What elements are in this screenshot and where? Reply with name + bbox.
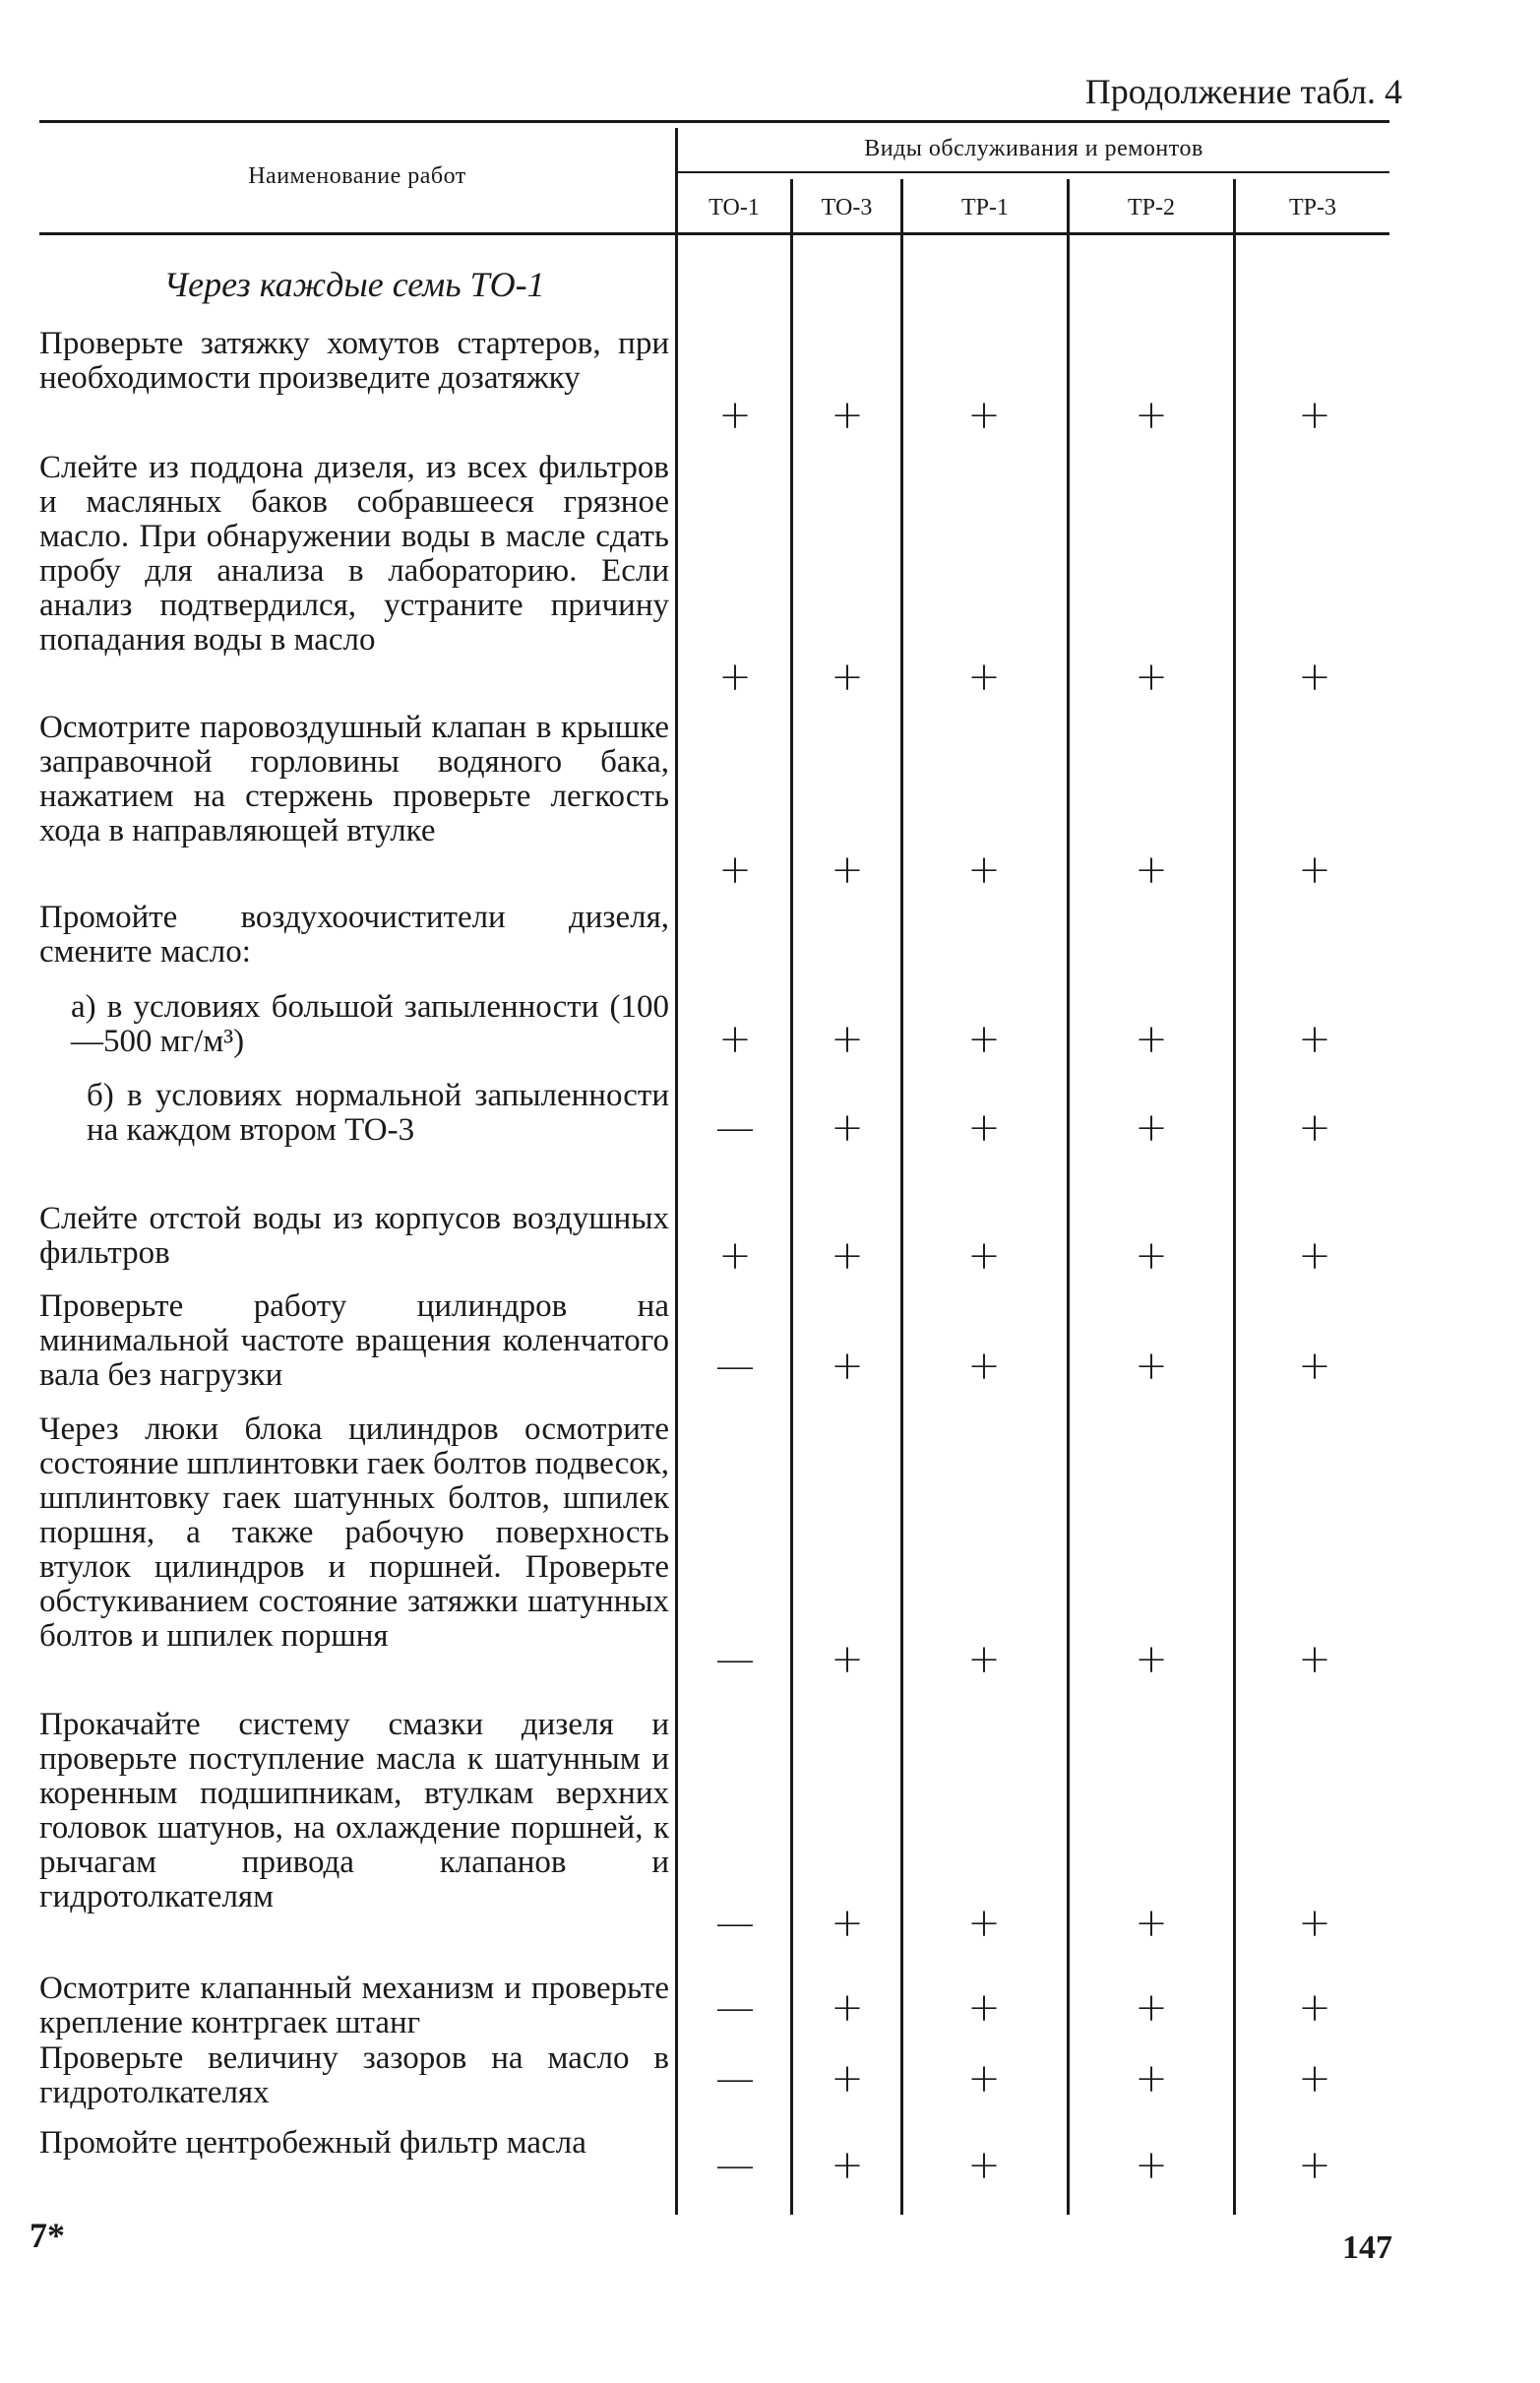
mark-cell: + (1135, 1637, 1168, 1682)
column-rule (900, 179, 903, 2215)
header-col-tr3: ТР-3 (1289, 195, 1336, 220)
mark-cell: + (1135, 1344, 1168, 1389)
header-col-to3: ТО-3 (821, 195, 873, 220)
section-title: Через каждые семь ТО-1 (163, 265, 545, 304)
work-row-text: б) в условиях нормальной запыленности на каждом втором ТО-3 (87, 1078, 669, 1148)
mark-cell: + (718, 1233, 752, 1279)
mark-cell: + (1135, 847, 1168, 893)
mark-cell: + (967, 2056, 1001, 2101)
mark-cell: + (967, 1985, 1001, 2031)
mark-cell: + (831, 1344, 864, 1389)
mark-cell: + (967, 1901, 1001, 1946)
mark-cell: + (967, 1233, 1001, 1279)
work-row-text: Через люки блока цилиндров осмотрите состояние шплинтовки гаек болтов подвесок, шплинтовку гаек шатунных болтов, шпилек поршня, а также рабочую поверхность втулок цилиндров и поршней. Проверьте обстукиванием состояние затяжки шатунных болтов и шпилек поршня (39, 1411, 669, 1654)
header-service-types: Виды обслуживания и ремонтов (864, 136, 1203, 161)
work-row-text: Проверьте затяжку хомутов стартеров, при необходимости произведите дозатяжку (39, 326, 669, 396)
header-col-tr1: ТР-1 (961, 195, 1009, 220)
mark-cell: + (831, 2056, 864, 2101)
mark-cell: + (831, 1105, 864, 1151)
mark-cell: + (1298, 1233, 1331, 1279)
mark-cell: — (715, 1985, 755, 2031)
header-col-tr2: ТР-2 (1128, 195, 1175, 220)
work-row-text: а) в условиях большой запыленности (100—500 мг/м³) (71, 989, 669, 1059)
header-col-to1: ТО-1 (708, 195, 760, 220)
header-work-name: Наименование работ (248, 163, 466, 189)
table-top-rule (39, 120, 1389, 123)
work-row-text: Прокачайте систему смазки дизеля и проверьте поступление масла к шатунным и коренным подшипникам, втулкам верхних головок шатунов, на охлаждение поршней, к рычагам привода клапанов и гидротолкателям (39, 1707, 669, 1914)
mark-cell: + (831, 1233, 864, 1279)
mark-cell: — (715, 2056, 755, 2101)
mark-cell: + (1298, 1344, 1331, 1389)
mark-cell: + (1135, 2056, 1168, 2101)
work-row-text: Промойте центробежный фильтр масла (39, 2125, 586, 2161)
mark-cell: + (718, 393, 752, 438)
mark-cell: + (1135, 1901, 1168, 1946)
header-bottom-rule (39, 232, 1389, 235)
mark-cell: + (967, 655, 1001, 700)
column-rule (1233, 179, 1236, 2215)
work-row-text: Промойте воздухоочистители дизеля, смените масло: (39, 900, 669, 970)
mark-cell: + (1298, 1637, 1331, 1682)
work-row-text: Слейте отстой воды из корпусов воздушных фильтров (39, 1201, 669, 1271)
mark-cell: + (1298, 2056, 1331, 2101)
mark-cell: + (1135, 2143, 1168, 2188)
column-rule (1067, 179, 1070, 2215)
mark-cell: + (1135, 1017, 1168, 1062)
mark-cell: + (967, 1344, 1001, 1389)
mark-cell: — (715, 1344, 755, 1389)
mark-cell: + (1298, 1985, 1331, 2031)
mark-cell: + (718, 655, 752, 700)
mark-cell: + (831, 1901, 864, 1946)
mark-cell: + (831, 2143, 864, 2188)
mark-cell: + (1298, 847, 1331, 893)
mark-cell: + (1298, 2143, 1331, 2188)
mark-cell: + (1135, 393, 1168, 438)
mark-cell: — (715, 1901, 755, 1946)
mark-cell: + (831, 1017, 864, 1062)
mark-cell: + (1298, 1017, 1331, 1062)
mark-cell: — (715, 1637, 755, 1682)
column-rule (675, 128, 678, 2215)
work-row-text: Слейте из поддона дизеля, из всех фильтров и масляных баков собравшееся грязное масло. При обнаружении воды в масле сдать пробу для анализа в лабораторию. Если анализ подтвердился, устраните причину попадания воды в масло (39, 450, 669, 658)
mark-cell: — (715, 2143, 755, 2188)
mark-cell: + (831, 393, 864, 438)
mark-cell: + (1298, 655, 1331, 700)
mark-cell: — (715, 1105, 755, 1151)
work-row-text: Осмотрите клапанный механизм и проверьте крепление контргаек штанг (39, 1971, 669, 2040)
work-row-text: Проверьте работу цилиндров на минимальной частоте вращения коленчатого вала без нагрузки (39, 1288, 669, 1393)
work-row-text: Осмотрите паровоздушный клапан в крышке заправочной горловины водяного бака, нажатием на стержень проверьте легкость хода в направляющей втулке (39, 710, 669, 848)
mark-cell: + (718, 1017, 752, 1062)
mark-cell: + (831, 1985, 864, 2031)
mark-cell: + (1298, 393, 1331, 438)
signature-mark: 7* (30, 2216, 65, 2255)
work-row-text: Проверьте величину зазоров на масло в гидротолкателях (39, 2040, 669, 2110)
mark-cell: + (1135, 1105, 1168, 1151)
mark-cell: + (1135, 655, 1168, 700)
mark-cell: + (831, 847, 864, 893)
mark-cell: + (718, 847, 752, 893)
table-caption: Продолжение табл. 4 (1084, 72, 1402, 111)
mark-cell: + (967, 1017, 1001, 1062)
mark-cell: + (967, 393, 1001, 438)
header-group-rule (675, 171, 1389, 173)
mark-cell: + (967, 1637, 1001, 1682)
mark-cell: + (967, 847, 1001, 893)
mark-cell: + (1298, 1105, 1331, 1151)
mark-cell: + (1135, 1985, 1168, 2031)
mark-cell: + (1135, 1233, 1168, 1279)
page-number: 147 (1342, 2229, 1392, 2266)
mark-cell: + (831, 655, 864, 700)
mark-cell: + (831, 1637, 864, 1682)
mark-cell: + (1298, 1901, 1331, 1946)
mark-cell: + (967, 2143, 1001, 2188)
column-rule (790, 179, 793, 2215)
mark-cell: + (967, 1105, 1001, 1151)
